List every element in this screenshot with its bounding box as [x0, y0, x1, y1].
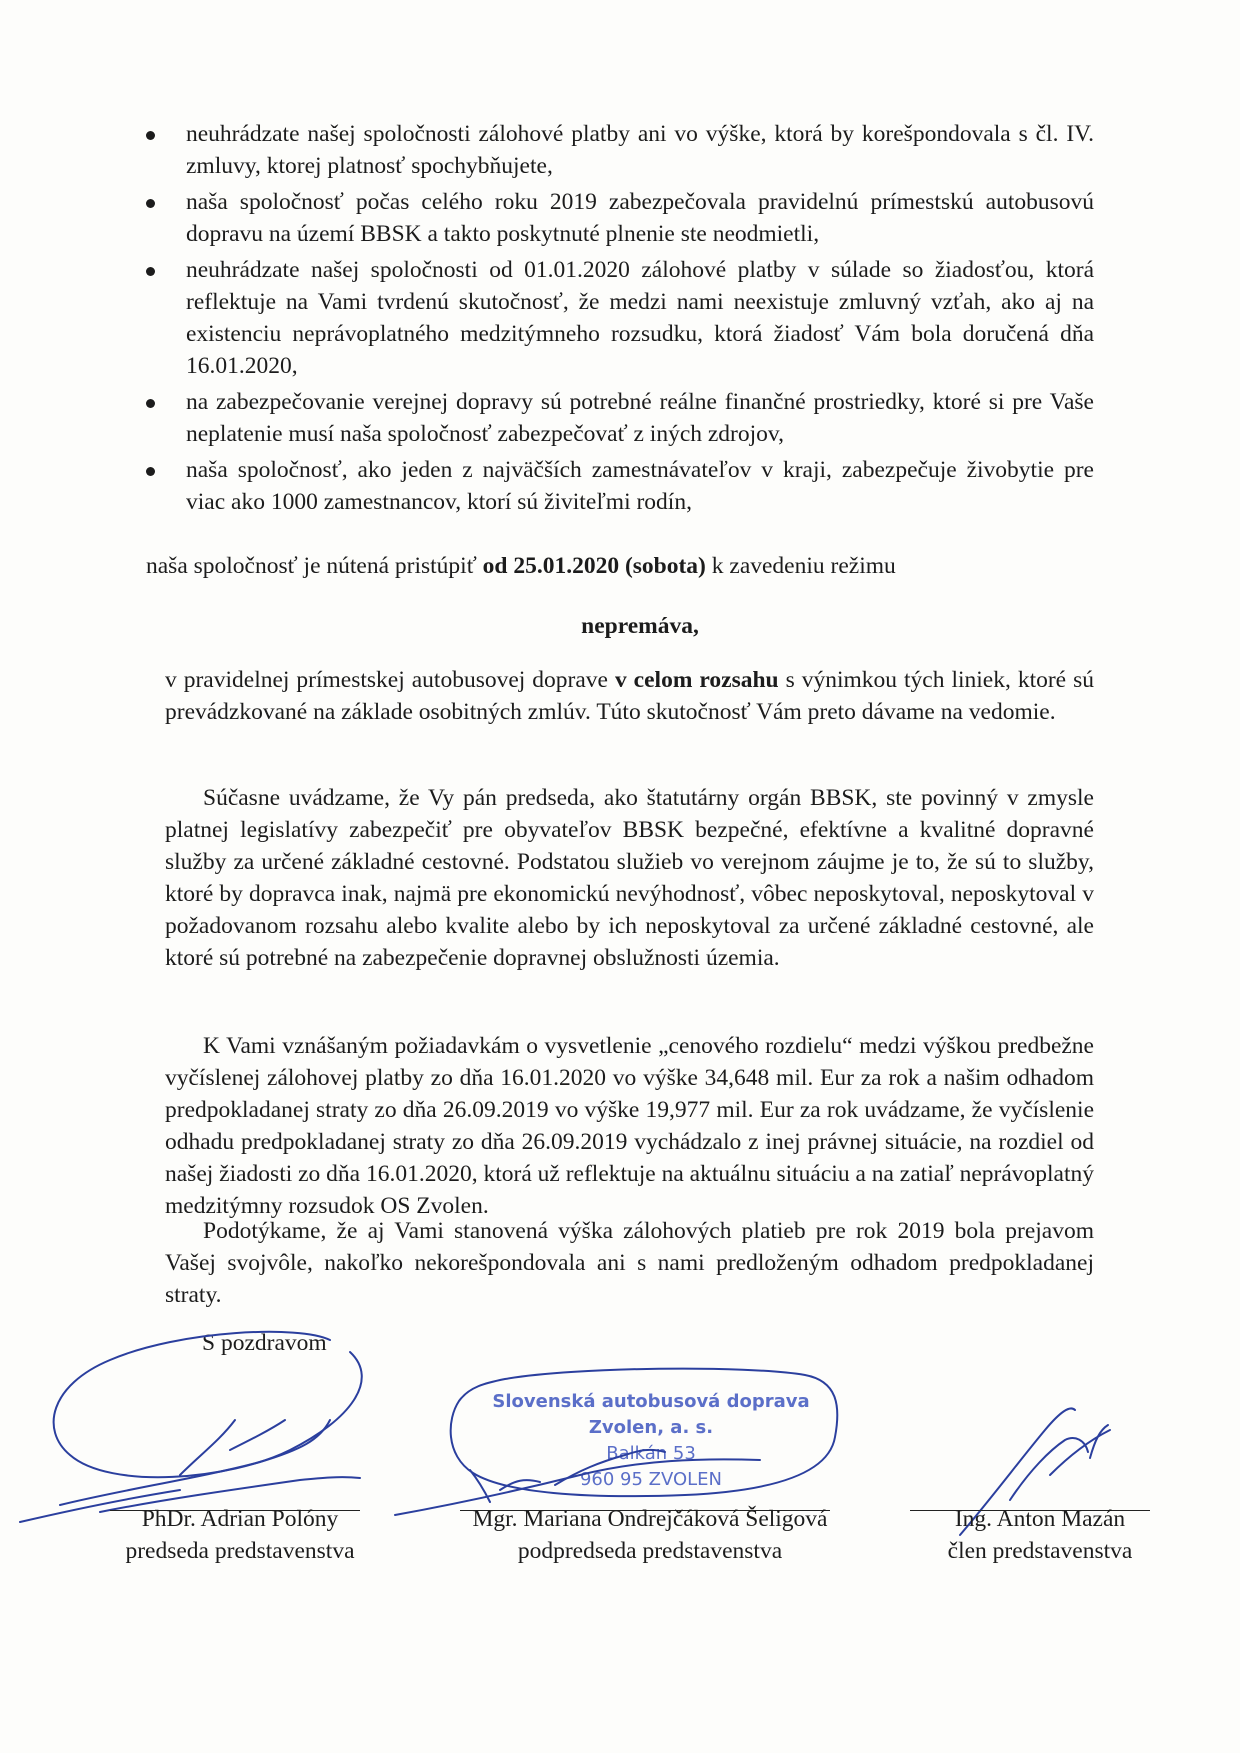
signatory-name: PhDr. Adrian Polóny [141, 1506, 339, 1532]
regime-name: nepremáva, [581, 613, 699, 639]
signatory-2 [440, 1503, 860, 1567]
stamp-line-company: Slovenská autobusová doprava [492, 1391, 810, 1412]
signatory-3 [910, 1503, 1170, 1567]
signatory-name: Mgr. Mariana Ondrejčáková Šeligová [472, 1506, 828, 1532]
regime-intro: naša spoločnosť je nútená pristúpiť od 25.01.2020 (sobota) k zavedeniu režimu [146, 553, 896, 579]
stamp-line-city: Zvolen, a. s. [588, 1417, 714, 1438]
list-item: naša spoločnosť počas celého roku 2019 zabezpečovala pravidelnú prímestskú autobusovú dopravu na území BBSK a takto poskytnuté plnenie ste neodmietli, [146, 186, 1094, 250]
closing-greeting: S pozdravom [202, 1330, 327, 1356]
list-item: naša spoločnosť, ako jeden z najväčších zamestnávateľov v kraji, zabezpečuje živobytie pre viac ako 1000 zamestnancov, ktorí sú živiteľmi rodín, [146, 454, 1094, 518]
signatory-name: Ing. Anton Mazán [954, 1506, 1126, 1532]
paragraph-advance-payments: Podotýkame, že aj Vami stanovená výška zálohových platieb pre rok 2019 bola prejavom Vašej svojvôle, nakoľko nekorešpondovala ani s nami predloženým odhadom predpokladanej straty. [165, 1218, 1094, 1308]
paragraph-obligation: Súčasne uvádzame, že Vy pán predseda, ako štatutárny orgán BBSK, ste povinný v zmysle platnej legislatívy zabezpečiť pre obyvateľov BBSK bezpečné, efektívne a kvalitné dopravné služby za určené základné cestovné. Podstatou služieb vo verejnom záujme je to, že sú to služby, ktoré by dopravca inak, najmä pre ekonomickú nevýhodnosť, vôbec neposkytoval, neposkytoval v požadovanom rozsahu alebo kvalite alebo by ich neposkytoval za určené základné cestovné, ale ktoré sú potrebné na zabezpečenie dopravnej obslužnosti územia. [165, 785, 1094, 971]
list-item: neuhrádzate našej spoločnosti zálohové platby ani vo výške, ktorá by korešpondovala s čl. IV. zmluvy, ktorej platnosť spochybňujete, [146, 118, 1094, 182]
signatory-title: člen predstavenstva [947, 1538, 1133, 1564]
signatory-title: podpredseda predstavenstva [517, 1538, 783, 1564]
effective-date: od 25.01.2020 (sobota) [482, 553, 706, 579]
signatory-title: predseda predstavenstva [125, 1538, 355, 1564]
paragraph-price-difference: K Vami vznášaným požiadavkám o vysvetlenie „cenového rozdielu“ medzi výškou predbežne vyčíslenej zálohovej platby zo dňa 16.01.2020 vo výške 34,648 mil. Eur za rok a našim odhadom predpokladanej straty zo dňa 26.09.2019 vo výške 19,977 mil. Eur za rok uvádzame, že vyčíslenie odhadu predpokladanej straty zo dňa 26.09.2019 vychádzalo z inej právnej situácie, na rozdiel od našej žiadosti zo dňa 16.01.2020, ktorá už reflektuje na aktuálnu situáciu a na zatiaľ neprávoplatný medzitýmny rozsudok OS Zvolen. [165, 1033, 1094, 1219]
list-item: neuhrádzate našej spoločnosti od 01.01.2020 zálohové platby v súlade so žiadosťou, ktorá reflektuje na Vami tvrdenú skutočnosť, že medzi nami neexistuje zmluvný vzťah, ako aj na existenciu neprávoplatného medzitýmneho rozsudku, ktorá žiadosť Vám bola doručená dňa 16.01.2020, [146, 254, 1094, 382]
scope-bold: v celom rozsahu [614, 667, 779, 693]
signatory-1 [90, 1503, 390, 1567]
stamp-line-postcode: 960 95 ZVOLEN [579, 1469, 723, 1490]
signature-polony-icon [20, 1332, 362, 1522]
list-item: na zabezpečovanie verejnej dopravy sú potrebné reálne finančné prostriedky, ktoré si pre Vaše neplatenie musí naša spoločnosť zabezpečovať z iných zdrojov, [146, 386, 1094, 450]
stamp-line-street: Balkán 53 [606, 1443, 696, 1464]
scope-paragraph: v pravidelnej prímestskej autobusovej doprave v celom rozsahu s výnimkou tých liniek, ktoré sú prevádzkované na základe osobitných zmlúv. Túto skutočnosť Vám preto dávame na vedomie. [165, 667, 1094, 725]
